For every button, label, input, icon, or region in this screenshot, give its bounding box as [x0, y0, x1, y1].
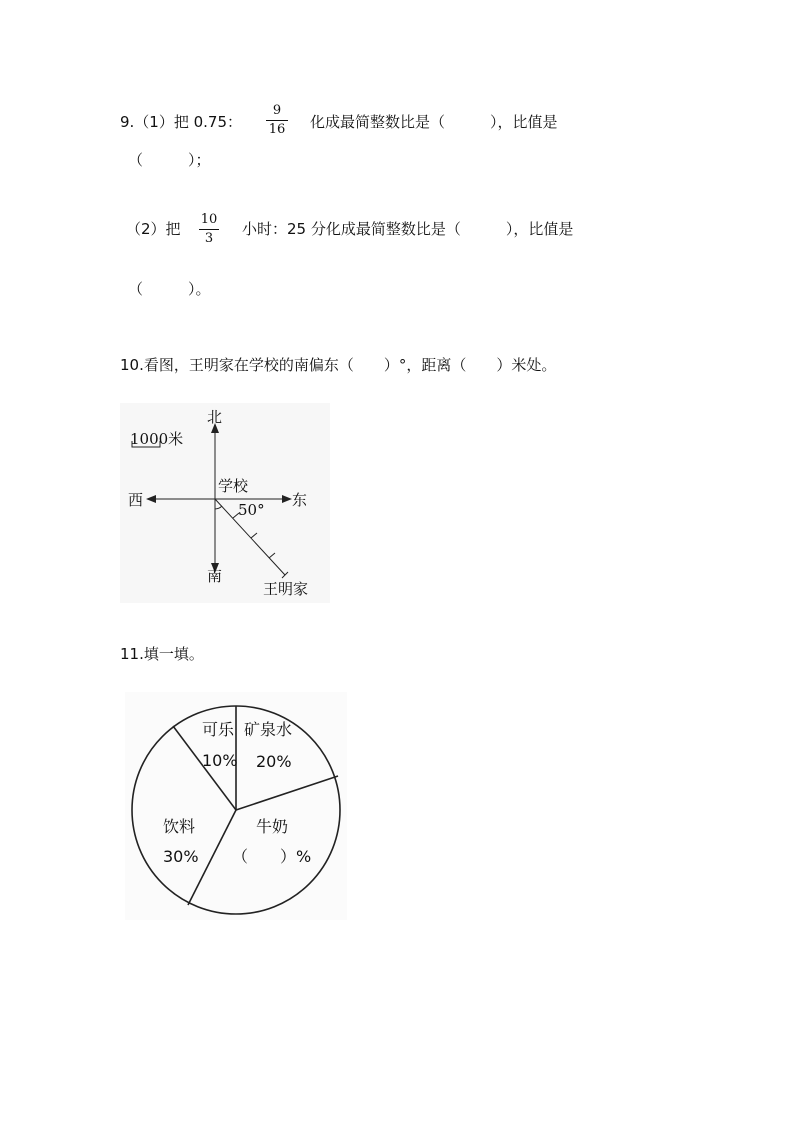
q9-fraction-denominator: 3 [204, 231, 214, 246]
west-label: 西 [128, 491, 144, 509]
angle-label: 50° [238, 501, 265, 519]
question-11-text: 11.填一填。 [120, 645, 204, 663]
question-10-text: 10.看图，王明家在学校的南偏东（ ）°，距离（ ）米处。 [120, 356, 557, 374]
slice-label-water: 矿泉水 [244, 720, 293, 739]
q9-fraction-9-16 [266, 103, 288, 138]
q9-part2-question: 小时：25 分化成最简整数比是（ ），比值是 [242, 220, 574, 238]
slice-label-cola: 可乐 [202, 720, 235, 739]
q9-fraction-10-3 [199, 212, 219, 247]
home-label: 王明家 [263, 580, 309, 598]
north-label: 北 [207, 408, 223, 426]
south-label: 南 [207, 567, 223, 585]
q9-part1-intro: 9.（1）把 0.75： [120, 113, 243, 131]
slice-value-cola: 10% [202, 751, 238, 770]
q9-part2-answer-blank: （ ）。 [128, 280, 211, 298]
slice-value-milk: （ ）% [232, 847, 312, 866]
east-label: 东 [292, 491, 308, 509]
q9-part1-question: 化成最简整数比是（ ），比值是 [310, 113, 558, 131]
slice-value-water: 20% [256, 752, 292, 771]
fraction-bar [199, 229, 219, 230]
q9-fraction-denominator: 16 [268, 122, 286, 137]
q9-part1-answer-blank: （ ）； [128, 151, 211, 169]
slice-label-milk: 牛奶 [256, 817, 289, 836]
scale-label: 1000米 [130, 430, 184, 448]
q9-part2-intro: （2）把 [126, 220, 181, 238]
school-label: 学校 [218, 477, 249, 495]
q9-fraction-numerator: 10 [200, 212, 218, 227]
direction-map-figure [120, 403, 330, 603]
q9-fraction-numerator: 9 [272, 103, 282, 118]
fraction-bar [266, 120, 288, 121]
slice-value-drinks: 30% [163, 847, 199, 866]
slice-label-drinks: 饮料 [163, 817, 196, 836]
pie-chart-figure [125, 692, 347, 920]
